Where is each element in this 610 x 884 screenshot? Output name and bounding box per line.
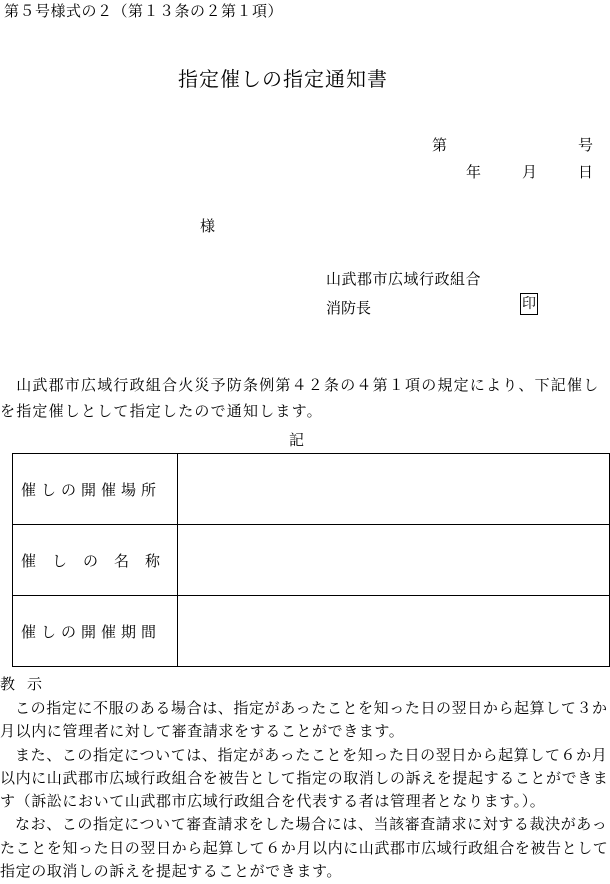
date-month: 月 [522,163,538,181]
date-day: 日 [578,163,594,181]
date-year: 年 [466,163,482,181]
notice-text [0,697,610,883]
event-venue-label: 催しの開催場所 [13,454,178,525]
ki-heading: 記 [289,431,305,449]
addressee-suffix: 様 [200,217,216,235]
seal-mark: 印 [520,293,538,315]
body-text: 山武郡市広域行政組合火災予防条例第４２条の４第１項の規定により、下記催しを指定催しとして指定したので通知します。 [0,376,600,420]
notice-heading: 教示 [0,675,55,693]
form-number: 第５号様式の２（第１３条の２第１項） [4,2,284,20]
event-name-value [178,525,610,596]
table-row [13,454,610,525]
event-period-value [178,596,610,667]
number-prefix: 第 [432,136,448,154]
sender-organization: 山武郡市広域行政組合 [326,270,482,288]
table-row [13,596,610,667]
number-suffix: 号 [578,136,594,154]
event-table [12,453,610,667]
notice-paragraph: なお、この指定について審査請求をした場合には、当該審査請求に対する裁決があったことを知った日の翌日から起算して６か月以内に山武郡市広域行政組合を被告として指定の取消しの訴えを提起することができます。 [0,815,609,881]
event-venue-value [178,454,610,525]
document-title: 指定催しの指定通知書 [178,67,388,91]
notice-paragraph: この指定に不服のある場合は、指定があったことを知った日の翌日から起算して３か月以内に管理者に対して審査請求をすることができます。 [0,699,608,741]
sender-title: 消防長 [326,299,372,317]
table-row [13,525,610,596]
event-period-label: 催しの開催期間 [13,596,178,667]
notice-paragraph: また、この指定については、指定があったことを知った日の翌日から起算して６か月以内に山武郡市広域行政組合を被告として指定の取消しの訴えを提起することができます（訴訟において山武郡市広域行政組合を代表する者は管理者となります。）。 [0,745,609,811]
event-name-label: 催しの名称 [13,525,178,596]
